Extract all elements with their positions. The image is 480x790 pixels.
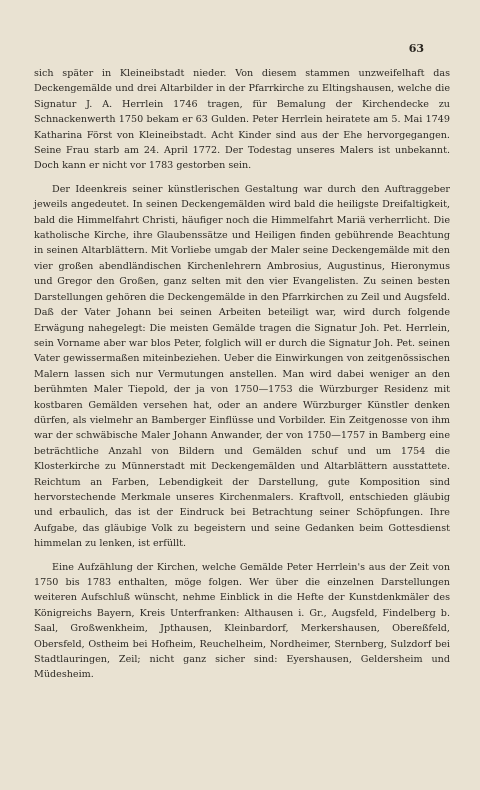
page-number: 63 <box>408 42 424 55</box>
body-text <box>34 66 450 691</box>
paragraph-2: Der Ideenkreis seiner künstlerischen Gestaltung war durch den Auftraggeber jeweils angedeutet. In seinen Deckengemälden wird bald die heiligste Dreifaltigkeit, bald die Himmelfahrt Christi, häufiger noch die Himmelfahrt Mariä verherrlicht. Die katholische Kirche, ihre Glaubenssätze und Heiligen finden gebührende Beachtung in seinen Altarblättern. Mit Vorliebe umgab der Maler seine Deckengemälde mit den vier großen abendländischen Kirchenlehrern Ambrosius, Augustinus, Hieronymus und Gregor den Großen, ganz selten mit den vier Evangelisten. Zu seinen besten Darstellungen gehören die Deckengemälde in den Pfarrkirchen zu Zeil und Augsfeld. Daß der Vater Johann bei seinen Arbeiten beteiligt war, wird durch folgende Erwägung nahegelegt: Die meisten Gemälde tragen die Signatur Joh. Pet. Herrlein, sein Vorname aber war blos Peter, folglich will er durch die Signatur Joh. Pet. seinen Vater gewissermaßen miteinbeziehen. Ueber die Einwirkungen von zeitgenössischen Malern lassen sich nur Vermutungen anstellen. Man wird dabei weniger an den berühmten Maler Tiepold, der ja von 1750—1753 die Würzburger Residenz mit kostbaren Gemälden versehen hat, oder an andere Würzburger Künstler denken dürfen, als vielmehr an Bamberger Einflüsse und Vorbilder. Ein Zeitgenosse von ihm war der schwäbische Maler Johann Anwander, der von 1750—1757 in Bamberg eine beträchtliche Anzahl von Bildern und Gemälden schuf und um 1754 die Klosterkirche zu Münnerstadt mit Deckengemälden und Altarblättern ausstattete. Reichtum an Farben, Lebendigkeit der Darstellung, gute Komposition sind hervorstechende Merkmale unseres Kirchenmalers. Kraftvoll, entschieden gläubig und erbaulich, das ist der Eindruck bei Betrachtung seiner Schöpfungen. Ihre Aufgabe, das gläubige Volk zu begeistern und seine Gedanken beim Gottesdienst himmelan zu lenken, ist erfüllt. <box>34 183 450 550</box>
paragraph-1: sich später in Kleineibstadt nieder. Von diesem stammen unzweifelhaft das Deckengemälde und drei Altarbilder in der Pfarrkirche zu Eltingshausen, welche die Signatur J. A. Herrlein 1746 tragen, für Bemalung der Kirchendecke zu Schnackenwerth 1750 bekam er 63 Gulden. Peter Herrlein heiratete am 5. Mai 1749 Katharina Först von Kleineibstadt. Acht Kinder sind aus der Ehe hervorgegangen. Seine Frau starb am 24. April 1772. Der Todestag unseres Malers ist unbekannt. Doch kann er nicht vor 1783 gestorben sein. <box>34 68 450 172</box>
paragraph-3: Eine Aufzählung der Kirchen, welche Gemälde Peter Herrlein's aus der Zeit von 1750 bis 1783 enthalten, möge folgen. Wer über die einzelnen Darstellungen weiteren Aufschluß wünscht, nehme Einblick in die Hefte der Kunstdenkmäler des Königreichs Bayern, Kreis Unterfranken: Althausen i. Gr., Augsfeld, Findelberg b. Saal, Großwenkheim, Jpthausen, Kleinbardorf, Merkershausen, Obereßfeld, Obersfeld, Ostheim bei Hofheim, Reuchelheim, Nordheimer, Sternberg, Sulzdorf bei Stadtlauringen, Zeil; nicht ganz sicher sind: Eyershausen, Geldersheim und Müdesheim. <box>34 561 450 681</box>
